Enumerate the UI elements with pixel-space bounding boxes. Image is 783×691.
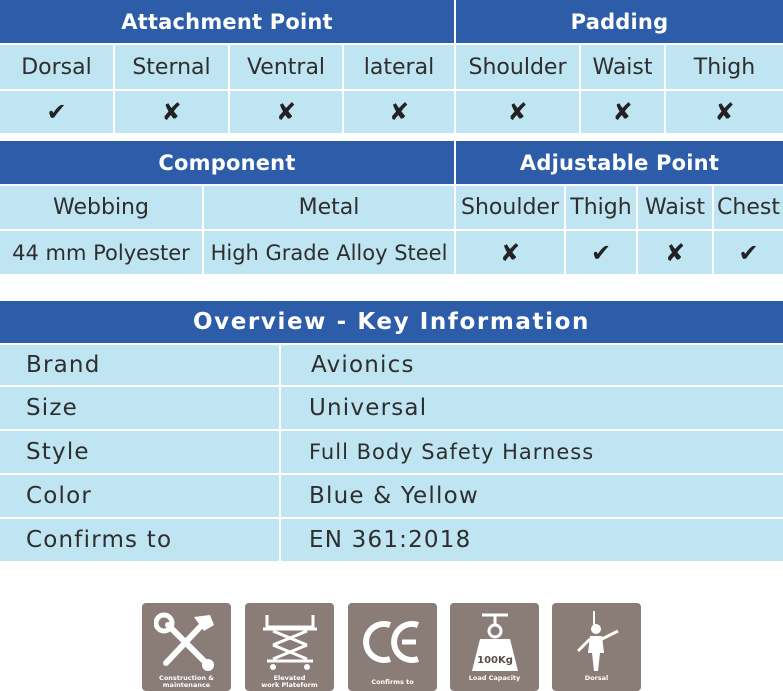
attachment-col-dorsal: Dorsal <box>0 45 113 89</box>
attachment-col-ventral: Ventral <box>230 45 342 89</box>
component-col-webbing: Webbing <box>0 186 202 229</box>
padding-shoulder-cross-icon: ✘ <box>456 91 579 133</box>
attachment-col-sternal: Sternal <box>115 45 228 89</box>
adjustable-point-header: Adjustable Point <box>456 141 783 184</box>
weight-icon <box>462 611 528 673</box>
component-col-metal: Metal <box>204 186 454 229</box>
construction-maintenance-badge <box>142 603 231 691</box>
overview-label-size: Size <box>0 387 279 429</box>
overview-header: Overview - Key Information <box>0 301 783 343</box>
adjustable-col-chest: Chest <box>714 186 783 229</box>
load-capacity-weight-label: 100Kg <box>476 655 513 666</box>
confirms-to-badge <box>348 603 437 691</box>
component-webbing-value: 44 mm Polyester <box>0 231 202 274</box>
overview-label-brand: Brand <box>0 345 279 385</box>
construction-maintenance-caption: Construction & maintenance <box>159 674 214 689</box>
harness-person-icon <box>564 611 630 673</box>
dorsal-caption: Dorsal <box>584 674 609 682</box>
overview-value-brand: Avionics <box>281 345 783 385</box>
elevated-work-platform-caption: Elevated work Plateform <box>261 674 318 689</box>
overview-label-confirms-to: Confirms to <box>0 519 279 561</box>
elevated-work-platform-badge <box>245 603 334 691</box>
attachment-point-header: Attachment Point <box>0 0 454 43</box>
overview-label-style: Style <box>0 431 279 473</box>
adjustable-col-thigh: Thigh <box>566 186 636 229</box>
adjustable-shoulder-cross-icon: ✘ <box>456 231 564 274</box>
tools-icon <box>154 611 220 673</box>
padding-col-thigh: Thigh <box>666 45 783 89</box>
attachment-ventral-cross-icon: ✘ <box>230 91 342 133</box>
adjustable-waist-cross-icon: ✘ <box>638 231 712 274</box>
adjustable-col-shoulder: Shoulder <box>456 186 564 229</box>
adjustable-thigh-check-icon: ✔ <box>566 231 636 274</box>
confirms-to-caption: Confirms to <box>371 678 414 686</box>
overview-value-size: Universal <box>281 387 783 429</box>
padding-header: Padding <box>456 0 783 43</box>
attachment-sternal-cross-icon: ✘ <box>115 91 228 133</box>
overview-value-color: Blue & Yellow <box>281 475 783 517</box>
overview-value-confirms-to: EN 361:2018 <box>281 519 783 561</box>
padding-col-waist: Waist <box>581 45 664 89</box>
component-metal-value: High Grade Alloy Steel <box>204 231 454 274</box>
attachment-dorsal-check-icon: ✔ <box>0 91 113 133</box>
padding-col-shoulder: Shoulder <box>456 45 579 89</box>
overview-value-style: Full Body Safety Harness <box>281 431 783 473</box>
overview-label-color: Color <box>0 475 279 517</box>
padding-waist-cross-icon: ✘ <box>581 91 664 133</box>
padding-thigh-cross-icon: ✘ <box>666 91 783 133</box>
load-capacity-caption: Load Capacity <box>468 674 521 682</box>
adjustable-chest-check-icon: ✔ <box>714 231 783 274</box>
attachment-col-lateral: lateral <box>344 45 454 89</box>
load-capacity-badge <box>450 603 539 691</box>
ce-mark-icon <box>360 611 426 673</box>
scissor-lift-icon <box>257 611 323 673</box>
dorsal-badge <box>552 603 641 691</box>
adjustable-col-waist: Waist <box>638 186 712 229</box>
attachment-lateral-cross-icon: ✘ <box>344 91 454 133</box>
component-header: Component <box>0 141 454 184</box>
